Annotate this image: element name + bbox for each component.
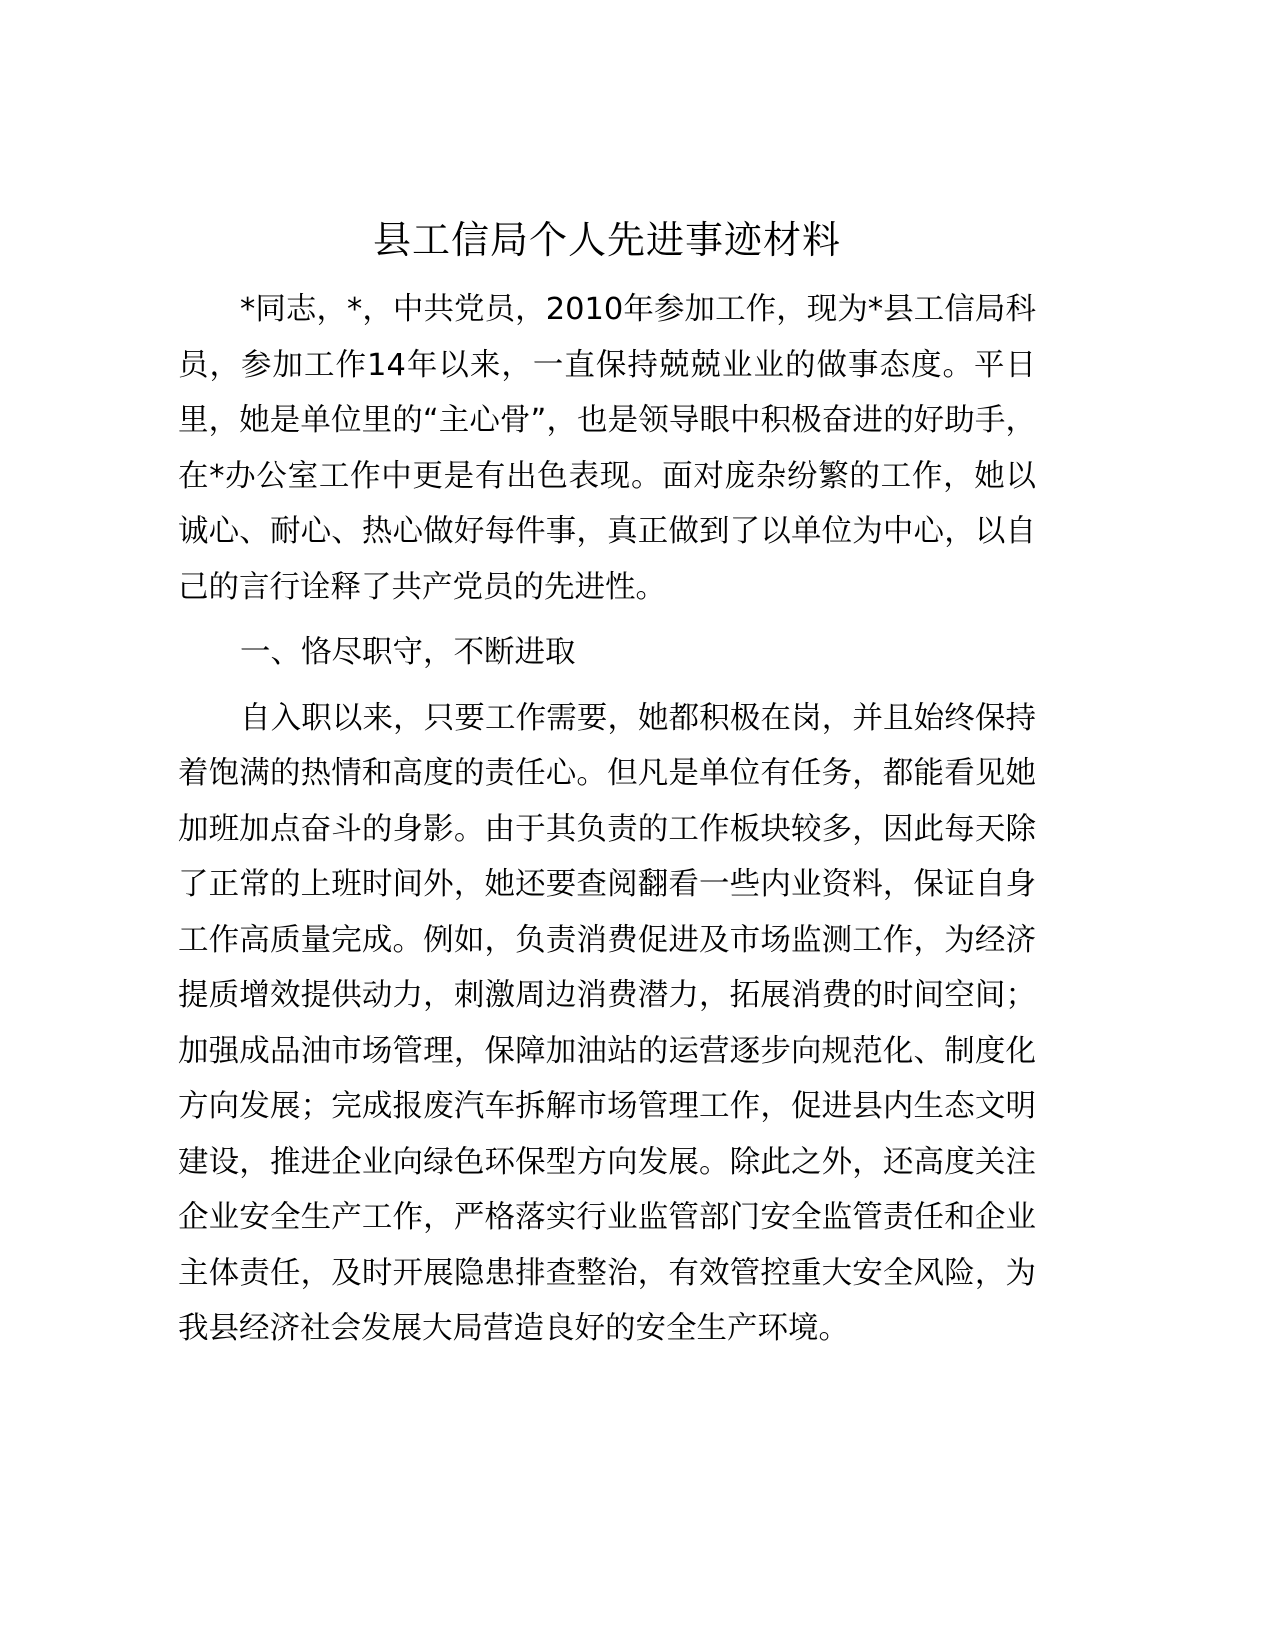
paragraph-gap — [178, 615, 1036, 625]
intro-paragraph: *同志，*，中共党员，2010年参加工作，现为*县工信局科员，参加工作14年以来，一直保持兢兢业业的做事态度。平日里，她是单位里的“主心骨”，也是领导眼中积极奋进的好助手，在*办公室工作中更是有出色表现。面对庞杂纷繁的工作，她以诚心、耐心、热心做好每件事，真正做到了以单位为中心，以自己的言行诠释了共产党员的先进性。 — [178, 292, 1036, 605]
document-title: 县工信局个人先进事迹材料 — [372, 218, 841, 262]
section-heading: 一、恪尽职守，不断进取 — [240, 635, 576, 670]
section-paragraph: 自入职以来，只要工作需要，她都积极在岗，并且始终保持着饱满的热情和高度的责任心。但凡是单位有任务，都能看见她加班加点奋斗的身影。由于其负责的工作板块较多，因此每天除了正常的上班时间外，她还要查阅翻看一些内业资料，保证自身工作高质量完成。例如，负责消费促进及市场监测工作，为经济提质增效提供动力，刺激周边消费潜力，拓展消费的时间空间；加强成品油市场管理，保障加油站的运营逐步向规范化、制度化方向发展；完成报废汽车拆解市场管理工作，促进县内生态文明建设，推进企业向绿色环保型方向发展。除此之外，还高度关注企业安全生产工作，严格落实行业监管部门安全监管责任和企业主体责任，及时开展隐患排查整治，有效管控重大安全风险，为我县经济社会发展大局营造良好的安全生产环境。 — [178, 700, 1036, 1346]
document-page — [178, 212, 1036, 1357]
